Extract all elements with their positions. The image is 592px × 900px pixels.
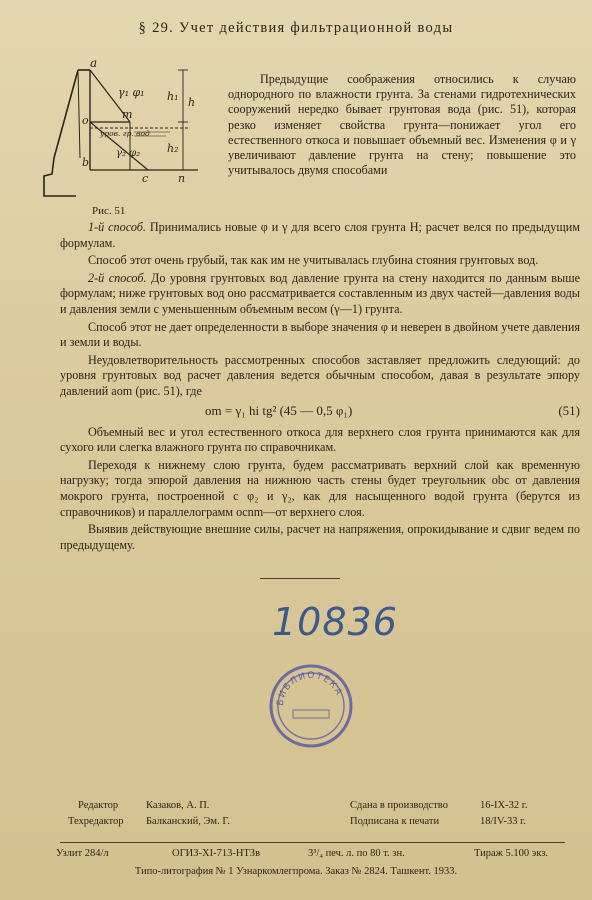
paragraph-method-2 bbox=[60, 271, 580, 318]
formula-row bbox=[60, 402, 580, 422]
label-a: a bbox=[90, 58, 98, 70]
label-o: o bbox=[82, 114, 89, 127]
label-gamma1-phi1: γ₁ φ₁ bbox=[118, 86, 145, 99]
label-b: b bbox=[82, 156, 90, 169]
method-2-text: До уровня грунтовых вод давление грунта на стену находится по данным выше формулам; ниже грунтовых вод оно рассматривается составленным из двух частей—давления воды и давления земли с уменьшенным объемным весом (γ—1) грунта. bbox=[60, 270, 580, 316]
footer-rule bbox=[60, 842, 565, 843]
figure-caption: Рис. 51 bbox=[92, 205, 126, 217]
label-n: n bbox=[178, 172, 186, 185]
figure-51 bbox=[38, 58, 208, 218]
footer-sheets: 3³/₄ печ. л. по 80 т. зн. bbox=[308, 848, 405, 859]
paragraph-weight: Объемный вес и угол естественного откоса для верхнего слоя грунта принимаются как для сухого или слегка влажного грунта по справочникам. bbox=[60, 424, 580, 455]
section-end-rule bbox=[260, 578, 340, 579]
paragraph-final: Выявив действующие внешние силы, расчет на напряжения, опрокидывание и сдвиг ведем по предыдущему. bbox=[60, 522, 580, 552]
footer-ogiz: ОГИЗ-XI-713-НТЗв bbox=[172, 848, 261, 859]
editor-label: Редактор bbox=[78, 800, 119, 811]
handwritten-inventory-number: 10836 bbox=[272, 600, 398, 644]
paragraph-lower-layer: Переходя к нижнему слою грунта, будем рассматривать верхний слой как временную нагрузку; тогда эпюрой давления на нижнюю часть стены будет треугольник obc от давления мокрого грунта, построенной с φ₂ и γ₂, как для насыщенного водой грунта (берутся из справочников) и параллелограмм ocnm—от верхнего слоя. bbox=[60, 457, 580, 519]
footer-tirazh: Тираж 5.100 экз. bbox=[474, 848, 549, 859]
intro-text: Предыдущие соображения относились к случаю однородного по влажности грунта. За стенами гидротехнических сооружений нередко бывает грунтовая вода (рис. 51), которая резко изменяет свойства грунта—понижает угол его естественного откоса и повышает объемный вес. Изменения φ и γ увеличивают давление грунта на стену; повышение это учитывалось двумя способами bbox=[228, 72, 576, 178]
sent-label: Сдана в производство bbox=[350, 800, 448, 811]
editor-name: Казаков, А. П. bbox=[146, 800, 210, 811]
paragraph-method-1 bbox=[60, 220, 580, 251]
label-h2: h₂ bbox=[167, 142, 179, 155]
label-c: c bbox=[142, 172, 149, 185]
label-gamma2-phi2: γ₂ φ₂ bbox=[116, 148, 141, 159]
paragraph-proposal: Неудовлетворительность рассмотренных способов заставляет предложить следующий: до уровня грунтовых вод расчет давления ведется обычным способом, давая в результате эпюру давлений aom (рис. 51), где bbox=[60, 352, 580, 398]
intro-paragraph bbox=[228, 72, 576, 178]
footer-uzlit: Узлит 284/л bbox=[56, 848, 109, 859]
tech-editor-label: Техредактор bbox=[68, 816, 124, 827]
retaining-wall-diagram bbox=[38, 58, 208, 218]
library-stamp bbox=[265, 660, 357, 752]
section-heading: § 29. Учет действия фильтрационной воды bbox=[138, 20, 454, 36]
main-text bbox=[60, 220, 580, 555]
label-m: m bbox=[122, 108, 133, 121]
tech-editor-name: Балканский, Эм. Г. bbox=[146, 816, 230, 827]
method-1-text: Принимались новые φ и γ для всего слоя грунта H; расчет велся по предыдущим формулам. bbox=[60, 220, 580, 250]
paragraph-uncertain: Способ этот не дает определенности в выборе значения φ и неверен в двойном учете давления и земли и воды. bbox=[60, 319, 580, 350]
formula-51: om = γ₁ hi tg² (45 — 0,5 φ₁) bbox=[205, 402, 353, 418]
paragraph-crude: Способ этот очень грубый, так как им не учитывалась глубина стояния грунтовых вод. bbox=[88, 253, 539, 268]
label-h1: h₁ bbox=[167, 90, 179, 103]
signed-date: 18/IV-33 г. bbox=[480, 816, 526, 827]
signed-label: Подписана к печати bbox=[350, 816, 440, 827]
stamp-text: БИБЛИОТЕКА bbox=[275, 670, 344, 707]
method-2-label: 2-й способ. bbox=[88, 270, 147, 285]
label-groundwater-level: уров. гр. вод bbox=[100, 129, 150, 138]
sent-date: 16-IX-32 г. bbox=[480, 800, 528, 811]
method-1-label: 1-й способ. bbox=[88, 220, 146, 234]
label-h: h bbox=[188, 96, 196, 109]
formula-number: (51) bbox=[558, 402, 580, 418]
footer-printing: Типо-литография № 1 Узнаркомлегпрома. Заказ № 2824. Ташкент. 1933. bbox=[134, 866, 458, 877]
